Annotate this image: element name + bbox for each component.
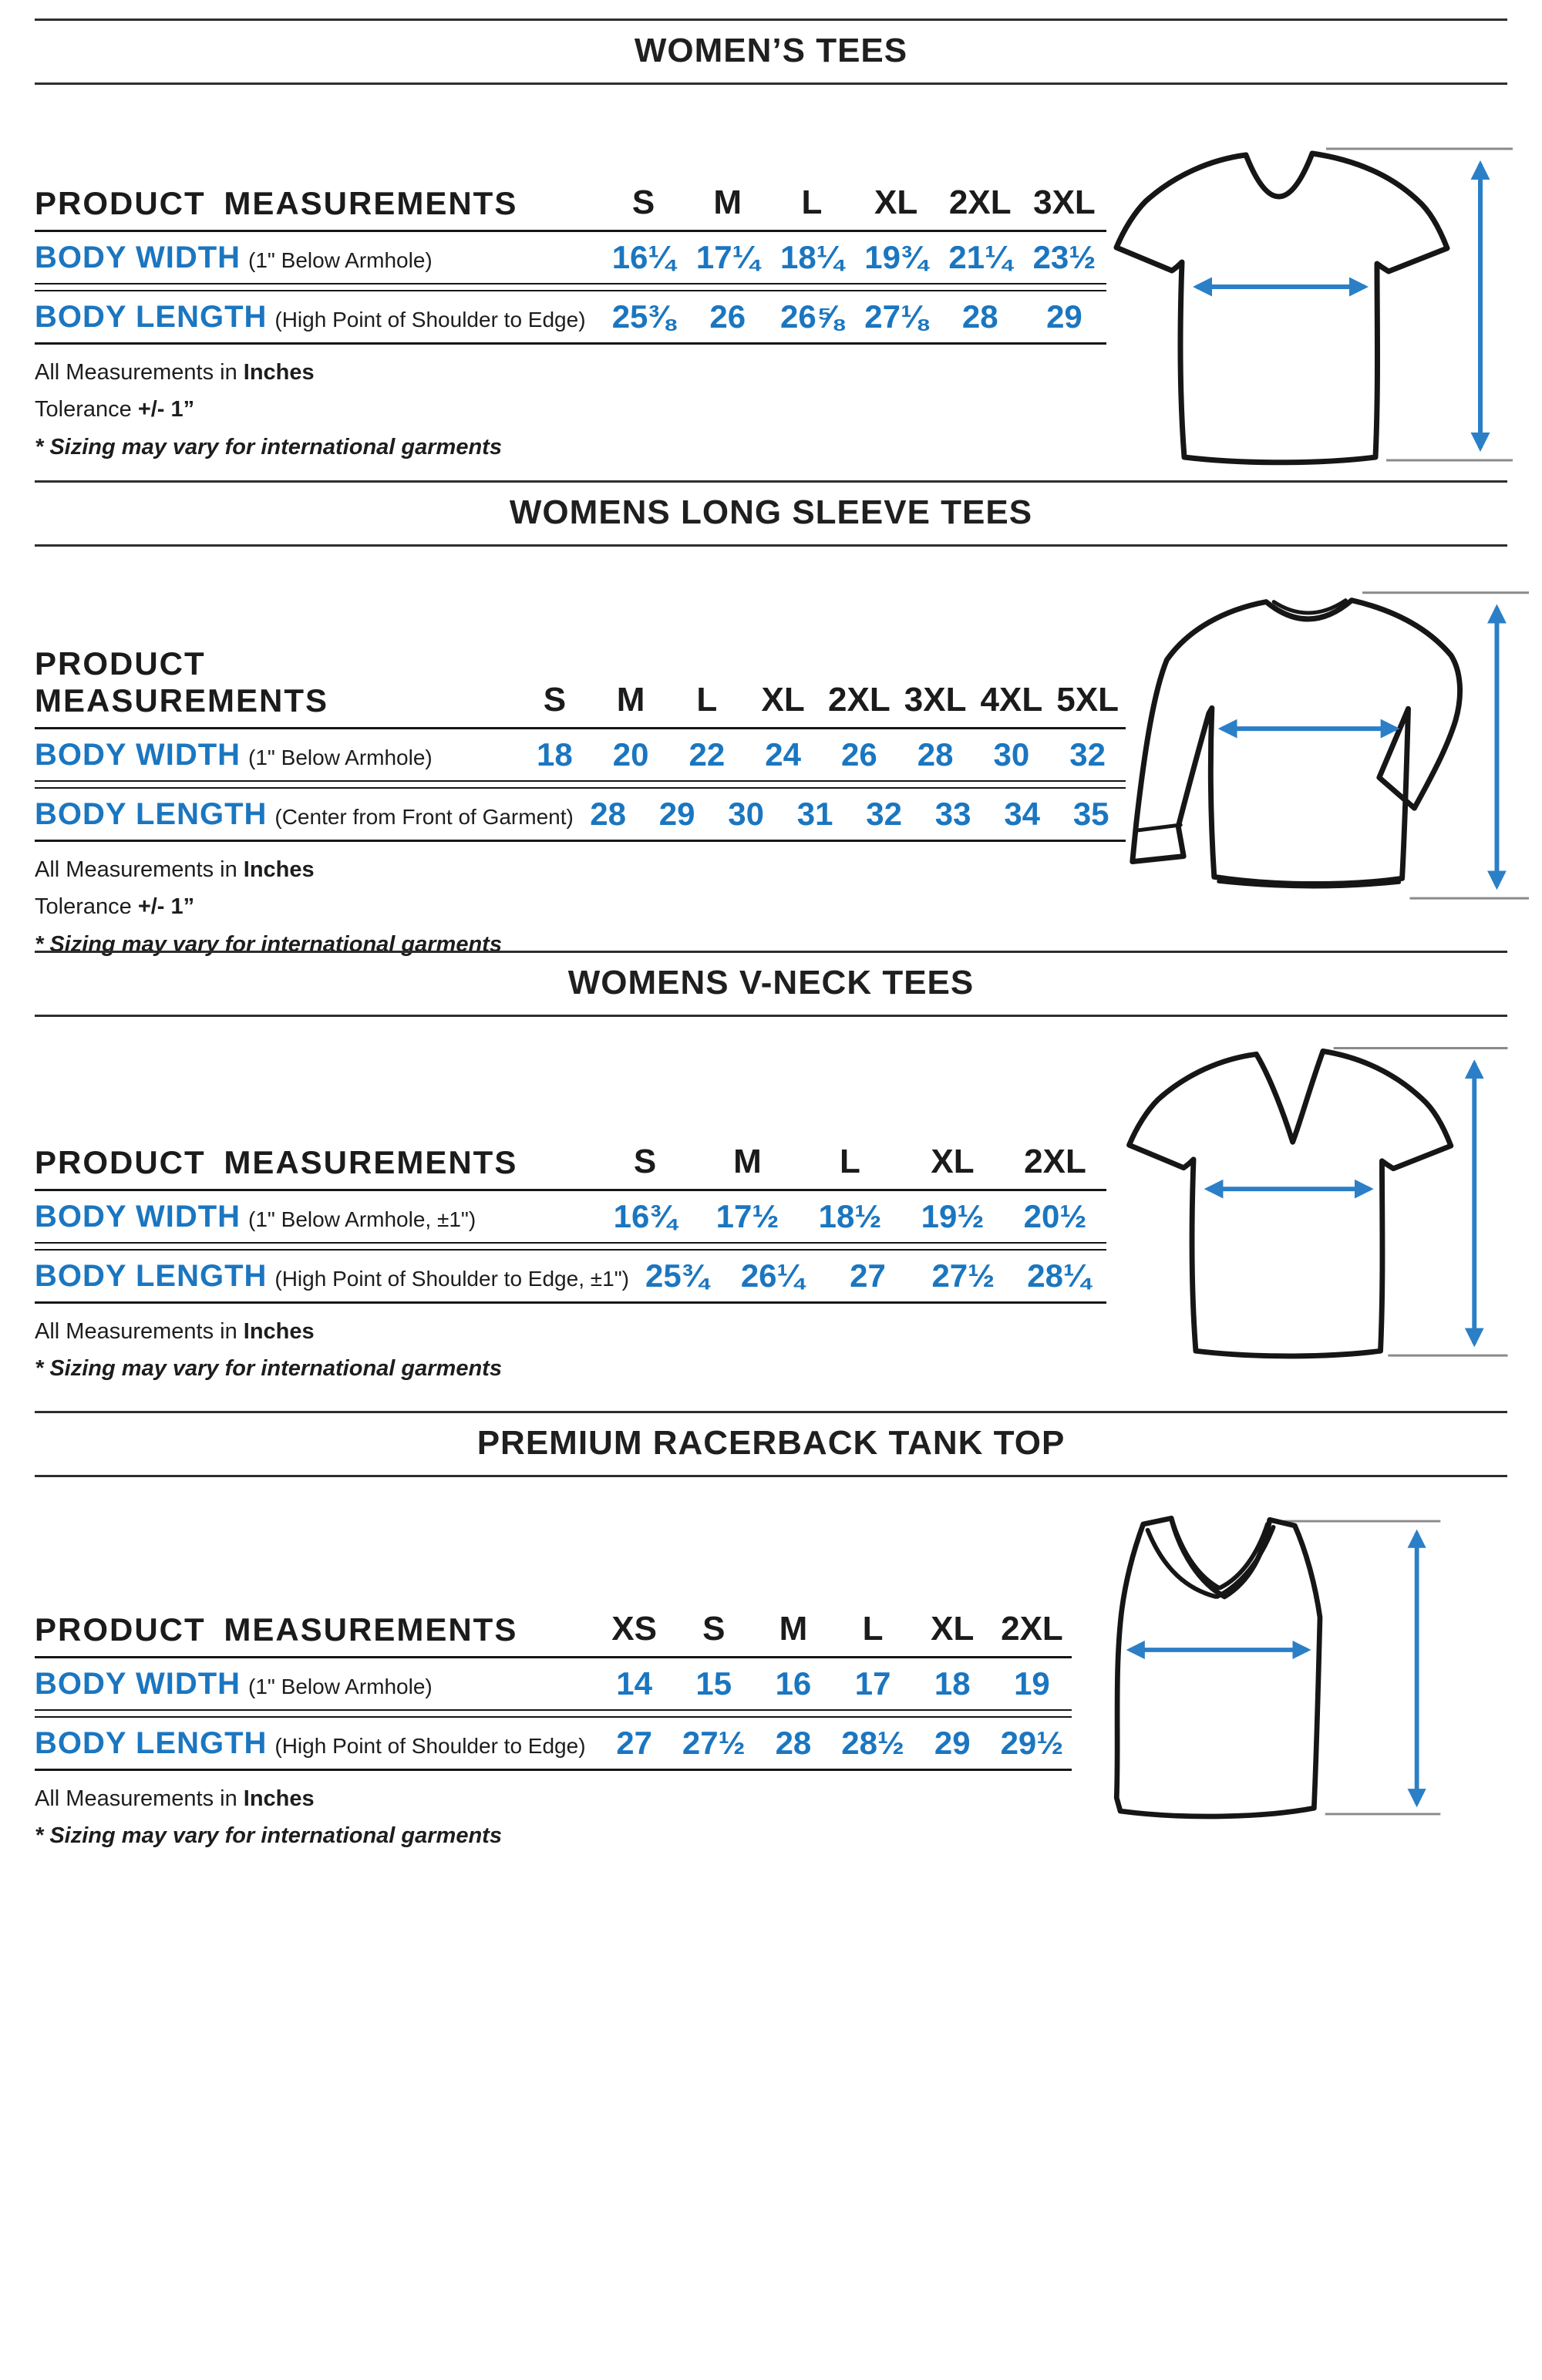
table-header-label: PRODUCT MEASUREMENTS — [35, 1611, 518, 1648]
row-note: (Center from Front of Garment) — [274, 804, 574, 829]
measurement-value: 32 — [866, 796, 902, 833]
section-v-neck-tees — [35, 938, 1507, 1406]
table-header-label: PRODUCT MEASUREMENTS — [35, 1144, 518, 1181]
section-womens-tees — [35, 19, 1507, 468]
size-column-header: 2XL — [1001, 1610, 1063, 1648]
size-column-header: XS — [611, 1610, 657, 1648]
measurement-value: 25⅜ — [611, 298, 675, 335]
size-column-header: S — [633, 1143, 657, 1181]
measurement-value: 26 — [709, 298, 746, 335]
measurement-value: 21¼ — [948, 239, 1012, 276]
table-row-body-width — [35, 1191, 1106, 1242]
measurement-value: 26⅝ — [780, 298, 843, 335]
measurement-value: 28 — [775, 1725, 812, 1762]
measurement-value: 26 — [841, 736, 877, 773]
measurements-note: All Measurements in Inches — [35, 857, 315, 883]
row-label: BODY WIDTH — [35, 737, 241, 772]
measurement-value: 29½ — [1000, 1725, 1064, 1762]
row-label: BODY LENGTH — [35, 796, 268, 831]
row-label: BODY LENGTH — [35, 299, 268, 334]
table-row-body-width — [35, 232, 1106, 283]
size-column-header: L — [696, 681, 718, 719]
size-column-header: XL — [931, 1610, 975, 1648]
measurements-note: All Measurements in Inches — [35, 360, 315, 385]
sizing-note: * Sizing may vary for international garments — [35, 931, 502, 957]
measurement-value: 22 — [689, 736, 726, 773]
measurement-value: 17½ — [715, 1198, 779, 1235]
size-column-header: XL — [874, 183, 918, 222]
size-column-header: S — [631, 183, 655, 222]
measurement-value: 34 — [1004, 796, 1041, 833]
size-column-header: S — [702, 1610, 726, 1648]
size-column-header: XL — [931, 1143, 975, 1181]
size-column-header: 2XL — [1024, 1143, 1086, 1181]
measurement-value: 29 — [1046, 298, 1082, 335]
measurement-value: 27 — [616, 1725, 652, 1762]
measurement-value: 28 — [917, 736, 954, 773]
measurement-value: 25¾ — [645, 1257, 709, 1294]
size-column-header: L — [801, 183, 823, 222]
tee-outline — [1116, 153, 1447, 463]
measurement-value: 19½ — [921, 1198, 985, 1235]
measurement-value: 23½ — [1032, 239, 1096, 276]
size-column-header: XL — [761, 681, 805, 719]
table-row-body-length — [35, 1251, 1106, 1301]
size-column-header: M — [779, 1610, 808, 1648]
section-divider — [35, 1015, 1507, 1017]
measurement-value: 24 — [765, 736, 801, 773]
sizing-note: * Sizing may vary for international garments — [35, 1823, 502, 1849]
measurements-note: All Measurements in Inches — [35, 1319, 315, 1345]
measurement-value: 17¼ — [695, 239, 759, 276]
section-long-sleeve-tees — [35, 468, 1507, 957]
table-row-body-width — [35, 729, 1126, 780]
measurement-value: 27⅛ — [864, 298, 928, 335]
measurement-value: 16 — [775, 1665, 812, 1702]
row-label: BODY WIDTH — [35, 1199, 241, 1234]
row-note: (1" Below Armhole, ±1") — [248, 1207, 476, 1231]
measurement-value: 35 — [1072, 796, 1109, 833]
table-header-row — [35, 1143, 1106, 1191]
measurement-value: 20 — [612, 736, 649, 773]
size-column-header: M — [733, 1143, 762, 1181]
measurement-value: 27½ — [682, 1725, 746, 1762]
section-divider — [35, 82, 1507, 85]
table-row-body-length — [35, 1718, 1072, 1769]
table-header-label: PRODUCT MEASUREMENTS — [35, 645, 329, 719]
size-column-header: M — [616, 681, 645, 719]
measurement-value: 20½ — [1023, 1198, 1087, 1235]
measurement-value: 17 — [854, 1665, 891, 1702]
measurement-value: 28 — [961, 298, 998, 335]
measurement-value: 31 — [796, 796, 833, 833]
measurement-value: 18 — [934, 1665, 971, 1702]
measurements-table — [35, 1143, 1106, 1304]
row-label: BODY LENGTH — [35, 1258, 268, 1293]
measurement-value: 28½ — [841, 1725, 904, 1762]
measurement-value: 28 — [590, 796, 626, 833]
measurement-value: 19¾ — [864, 239, 928, 276]
row-label: BODY LENGTH — [35, 1725, 268, 1760]
measurement-value: 16¼ — [611, 239, 675, 276]
measurement-value: 28¼ — [1027, 1257, 1090, 1294]
table-row-body-length — [35, 789, 1126, 840]
tolerance-note: Tolerance +/- 1” — [35, 894, 195, 920]
section-title: WOMEN’S TEES — [634, 32, 908, 69]
row-note: (High Point of Shoulder to Edge) — [274, 307, 586, 332]
table-header-label: PRODUCT MEASUREMENTS — [35, 185, 518, 222]
sizing-note: * Sizing may vary for international garments — [35, 1356, 502, 1382]
table-bottom-rule — [35, 1301, 1106, 1304]
size-column-header: L — [840, 1143, 860, 1181]
tolerance-note: Tolerance +/- 1” — [35, 397, 195, 422]
section-title: WOMENS V-NECK TEES — [567, 964, 975, 1001]
size-column-header: 5XL — [1056, 681, 1119, 719]
measurement-value: 29 — [934, 1725, 971, 1762]
section-divider — [35, 1475, 1507, 1477]
v-neck-outline — [1130, 1051, 1451, 1355]
row-note: (1" Below Armhole) — [248, 1674, 433, 1698]
measurement-value: 16¾ — [613, 1198, 677, 1235]
section-racerback-tank — [35, 1406, 1507, 2362]
table-bottom-rule — [35, 342, 1106, 345]
size-column-header: 4XL — [980, 681, 1043, 719]
row-separator — [35, 780, 1126, 789]
table-row-body-width — [35, 1658, 1072, 1709]
table-header-row — [35, 183, 1106, 232]
table-row-body-length — [35, 291, 1106, 342]
row-note: (High Point of Shoulder to Edge) — [274, 1733, 586, 1758]
measurement-value: 33 — [934, 796, 971, 833]
measurement-value: 30 — [728, 796, 764, 833]
crew-neck-tee-illustration — [1095, 127, 1527, 466]
size-column-header: 3XL — [1033, 183, 1096, 222]
measurement-value: 27½ — [931, 1257, 995, 1294]
size-column-header: M — [713, 183, 742, 222]
long-sleeve-outline — [1133, 601, 1460, 884]
tank-outline — [1116, 1518, 1320, 1816]
row-separator — [35, 283, 1106, 291]
table-bottom-rule — [35, 840, 1126, 842]
measurement-value: 14 — [616, 1665, 652, 1702]
table-header-row — [35, 645, 1126, 729]
measurements-note: All Measurements in Inches — [35, 1786, 315, 1812]
row-separator — [35, 1242, 1106, 1251]
measurement-value: 18½ — [818, 1198, 882, 1235]
size-column-header: 2XL — [948, 183, 1012, 222]
size-column-header: 2XL — [828, 681, 891, 719]
measurements-table — [35, 1610, 1072, 1771]
long-sleeve-tee-illustration — [1110, 570, 1538, 906]
size-column-header: S — [543, 681, 567, 719]
sizing-note: * Sizing may vary for international garments — [35, 434, 502, 460]
table-bottom-rule — [35, 1769, 1072, 1771]
measurement-value: 18 — [537, 736, 573, 773]
measurement-value: 32 — [1069, 736, 1106, 773]
row-note: (High Point of Shoulder to Edge, ±1") — [274, 1266, 629, 1291]
table-header-row — [35, 1610, 1072, 1658]
racerback-tank-illustration — [1099, 1505, 1469, 1830]
row-note: (1" Below Armhole) — [248, 745, 433, 769]
row-label: BODY WIDTH — [35, 240, 241, 274]
section-title: WOMENS LONG SLEEVE TEES — [509, 493, 1033, 531]
measurement-value: 19 — [1014, 1665, 1050, 1702]
measurement-value: 18¼ — [780, 239, 843, 276]
section-title: PREMIUM RACERBACK TANK TOP — [476, 1424, 1066, 1462]
measurement-value: 30 — [993, 736, 1030, 773]
section-divider — [35, 544, 1507, 547]
measurements-table — [35, 645, 1126, 842]
row-note: (1" Below Armhole) — [248, 247, 433, 272]
row-separator — [35, 1709, 1072, 1718]
measurement-value: 26¼ — [740, 1257, 804, 1294]
measurement-value: 15 — [695, 1665, 732, 1702]
v-neck-tee-illustration — [1106, 1028, 1530, 1362]
measurements-table — [35, 183, 1106, 345]
size-column-header: L — [862, 1610, 884, 1648]
measurement-value: 27 — [850, 1257, 886, 1294]
row-label: BODY WIDTH — [35, 1666, 241, 1701]
size-column-header: 3XL — [904, 681, 967, 719]
measurement-value: 29 — [658, 796, 695, 833]
